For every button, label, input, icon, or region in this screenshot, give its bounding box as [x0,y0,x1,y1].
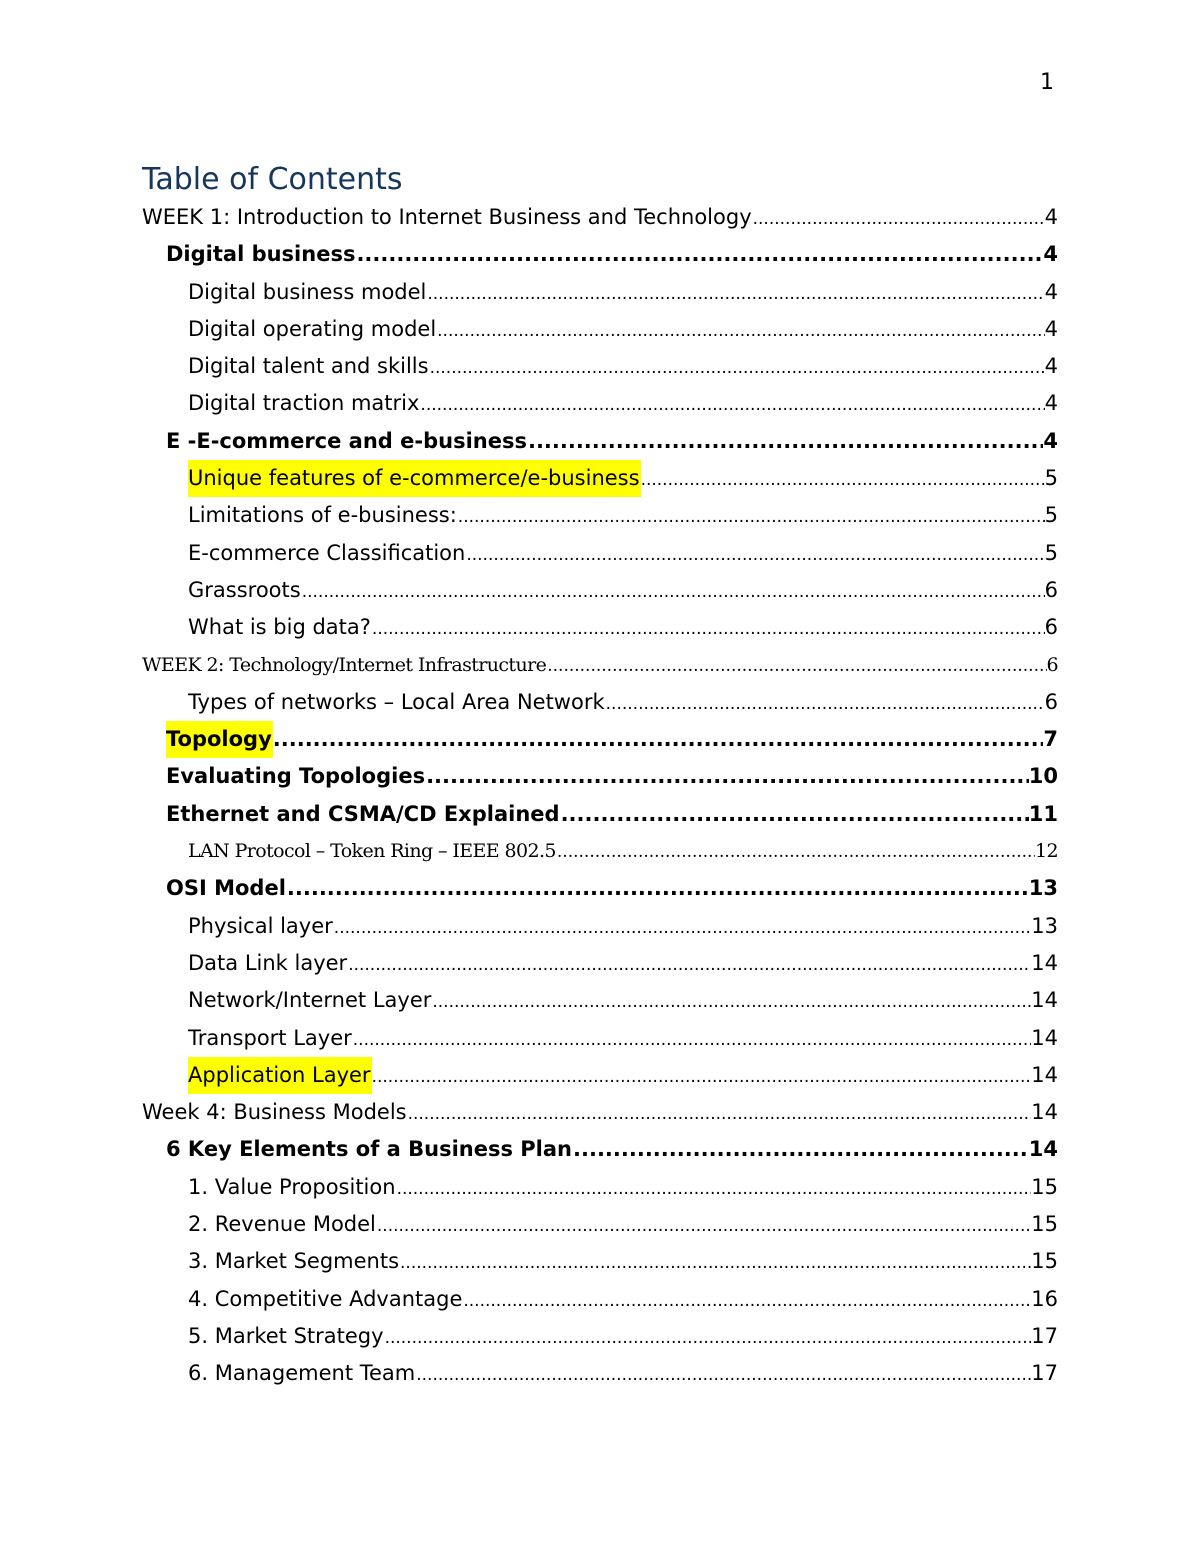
toc-dot-leader [430,350,1045,385]
toc-title: Table of Contents [142,162,403,197]
toc-dot-leader [385,1320,1032,1355]
toc-entry-title: Grassroots [188,577,301,602]
toc-entry-page-number: 6 [1044,689,1058,714]
toc-dot-leader [573,1131,1029,1168]
toc-entry-title: LAN Protocol – Token Ring – IEEE 802.5 [188,840,556,863]
toc-dot-leader [528,423,1043,460]
toc-entry-page-number: 14 [1031,1062,1058,1087]
toc-entry[interactable] [142,833,1058,870]
toc-entry-page-number: 17 [1031,1361,1058,1386]
toc-entry-title: E-commerce Classification [188,540,466,565]
toc-entry-page-number: 13 [1031,913,1058,938]
toc-entry[interactable] [142,311,1058,348]
toc-dot-leader [400,1245,1031,1280]
toc-entry-title: Digital business model [188,279,427,304]
toc-dot-leader [426,758,1029,795]
toc-entry-page-number: 11 [1028,801,1058,826]
toc-entry-page-number: 6 [1044,577,1058,602]
toc-entry-page-number: 4 [1044,354,1058,379]
toc-dot-leader [356,236,1043,273]
toc-dot-leader [547,648,1046,684]
toc-entry-title: What is big data? [188,615,371,640]
toc-dot-leader [287,870,1029,907]
toc-entry-title: Transport Layer [188,1025,352,1050]
toc-list [142,199,1058,1393]
toc-entry-title: Evaluating Topologies [166,764,426,789]
toc-dot-leader [561,796,1029,833]
toc-entry-page-number: 15 [1031,1249,1058,1274]
toc-dot-leader [397,1171,1032,1206]
toc-entry-page-number: 16 [1031,1286,1058,1311]
toc-entry[interactable] [142,1281,1058,1318]
toc-entry[interactable] [142,1169,1058,1206]
toc-entry-title: Digital operating model [188,316,437,341]
toc-entry[interactable] [142,721,1058,758]
toc-entry[interactable] [142,1020,1058,1057]
toc-entry-page-number: 17 [1031,1323,1058,1348]
toc-entry-title: WEEK 1: Introduction to Internet Business and Technology [142,205,752,229]
toc-dot-leader [302,574,1045,609]
toc-entry[interactable] [142,982,1058,1019]
toc-entry[interactable] [142,908,1058,945]
toc-entry-page-number: 15 [1031,1212,1058,1237]
toc-entry-title: Digital talent and skills [188,354,429,379]
toc-entry-title: Network/Internet Layer [188,988,432,1013]
toc-entry[interactable] [142,1057,1058,1094]
toc-dot-leader [557,834,1035,870]
toc-entry-page-number: 14 [1031,950,1058,975]
toc-dot-leader [353,1022,1032,1057]
toc-dot-leader [427,276,1044,311]
toc-entry-page-number: 6 [1046,653,1058,676]
toc-dot-leader [420,387,1044,422]
toc-entry-title: WEEK 2: Technology/Internet Infrastructure [142,653,547,676]
toc-dot-leader [437,313,1044,348]
toc-dot-leader [348,947,1031,982]
toc-entry-title: E -E-commerce and e-business [166,428,527,453]
toc-entry-page-number: 10 [1028,764,1058,789]
toc-entry-page-number: 5 [1044,540,1058,565]
toc-entry-title: Week 4: Business Models [142,1100,407,1125]
toc-entry[interactable] [142,1318,1058,1355]
toc-entry-page-number: 12 [1035,840,1058,863]
toc-entry[interactable] [142,572,1058,609]
toc-entry[interactable] [142,1243,1058,1280]
toc-dot-leader [377,1208,1031,1243]
toc-entry-title: 4. Competitive Advantage [188,1286,463,1311]
toc-entry[interactable] [142,199,1058,236]
toc-dot-leader [606,686,1045,721]
toc-dot-leader [273,721,1044,758]
toc-dot-leader [432,984,1031,1019]
toc-entry-page-number: 15 [1031,1174,1058,1199]
toc-entry[interactable] [142,1206,1058,1243]
toc-entry[interactable] [142,236,1058,273]
toc-entry[interactable] [142,385,1058,422]
toc-entry-page-number: 13 [1028,876,1058,901]
toc-entry-page-number: 4 [1044,316,1058,341]
toc-entry[interactable] [142,1094,1058,1131]
toc-entry-page-number: 14 [1028,1137,1058,1162]
toc-entry-title: OSI Model [166,876,286,901]
toc-dot-leader [463,1283,1031,1318]
toc-entry-page-number: 14 [1031,988,1058,1013]
toc-entry-page-number: 5 [1044,466,1058,491]
toc-entry-page-number: 4 [1044,279,1058,304]
toc-entry-title: 2. Revenue Model [188,1212,376,1237]
toc-entry-title: 5. Market Strategy [188,1323,384,1348]
toc-entry-title: 1. Value Proposition [188,1174,396,1199]
toc-dot-leader [416,1357,1031,1392]
toc-entry-title: Digital business [166,242,356,267]
toc-entry-page-number: 14 [1031,1025,1058,1050]
toc-entry[interactable] [142,684,1058,721]
toc-entry[interactable] [142,274,1058,311]
toc-dot-leader [458,499,1045,534]
toc-entry-page-number: 14 [1031,1100,1058,1125]
toc-entry[interactable] [142,796,1058,833]
toc-entry[interactable] [142,535,1058,572]
toc-entry-title: Types of networks – Local Area Network [188,689,605,714]
toc-entry[interactable] [142,758,1058,795]
toc-entry[interactable] [142,497,1058,534]
toc-entry[interactable] [142,609,1058,646]
toc-dot-leader [408,1096,1032,1131]
toc-entry[interactable] [142,647,1058,684]
toc-entry-title: 3. Market Segments [188,1249,400,1274]
toc-entry[interactable] [142,870,1058,907]
toc-entry[interactable] [142,945,1058,982]
toc-entry-page-number: 4 [1044,205,1058,229]
toc-entry-title: 6 Key Elements of a Business Plan [166,1137,573,1162]
toc-entry-page-number: 7 [1043,727,1058,752]
toc-entry-page-number: 5 [1044,503,1058,528]
toc-entry[interactable] [142,423,1058,460]
toc-entry-title: Data Link layer [188,950,348,975]
toc-entry[interactable] [142,460,1058,497]
toc-entry[interactable] [142,1131,1058,1168]
toc-entry-title: 6. Management Team [188,1361,416,1386]
toc-entry-title: Limitations of e-business: [188,503,457,528]
toc-entry-title: Unique features of e-commerce/e-business [188,460,641,497]
toc-dot-leader [753,201,1045,236]
toc-dot-leader [641,462,1045,497]
toc-entry-title: Ethernet and CSMA/CD Explained [166,801,560,826]
toc-entry-title: Physical layer [188,913,333,938]
toc-dot-leader [466,537,1044,572]
toc-entry-title: Application Layer [188,1057,372,1094]
toc-entry-page-number: 4 [1043,242,1058,267]
toc-entry-page-number: 6 [1044,615,1058,640]
toc-entry[interactable] [142,348,1058,385]
toc-entry-title: Topology [166,721,273,758]
toc-dot-leader [372,1059,1032,1094]
page-number: 1 [1040,70,1054,95]
toc-dot-leader [334,910,1031,945]
toc-entry-page-number: 4 [1043,428,1058,453]
toc-entry-page-number: 4 [1044,391,1058,416]
toc-entry-title: Digital traction matrix [188,391,420,416]
toc-dot-leader [372,611,1045,646]
toc-entry[interactable] [142,1355,1058,1392]
